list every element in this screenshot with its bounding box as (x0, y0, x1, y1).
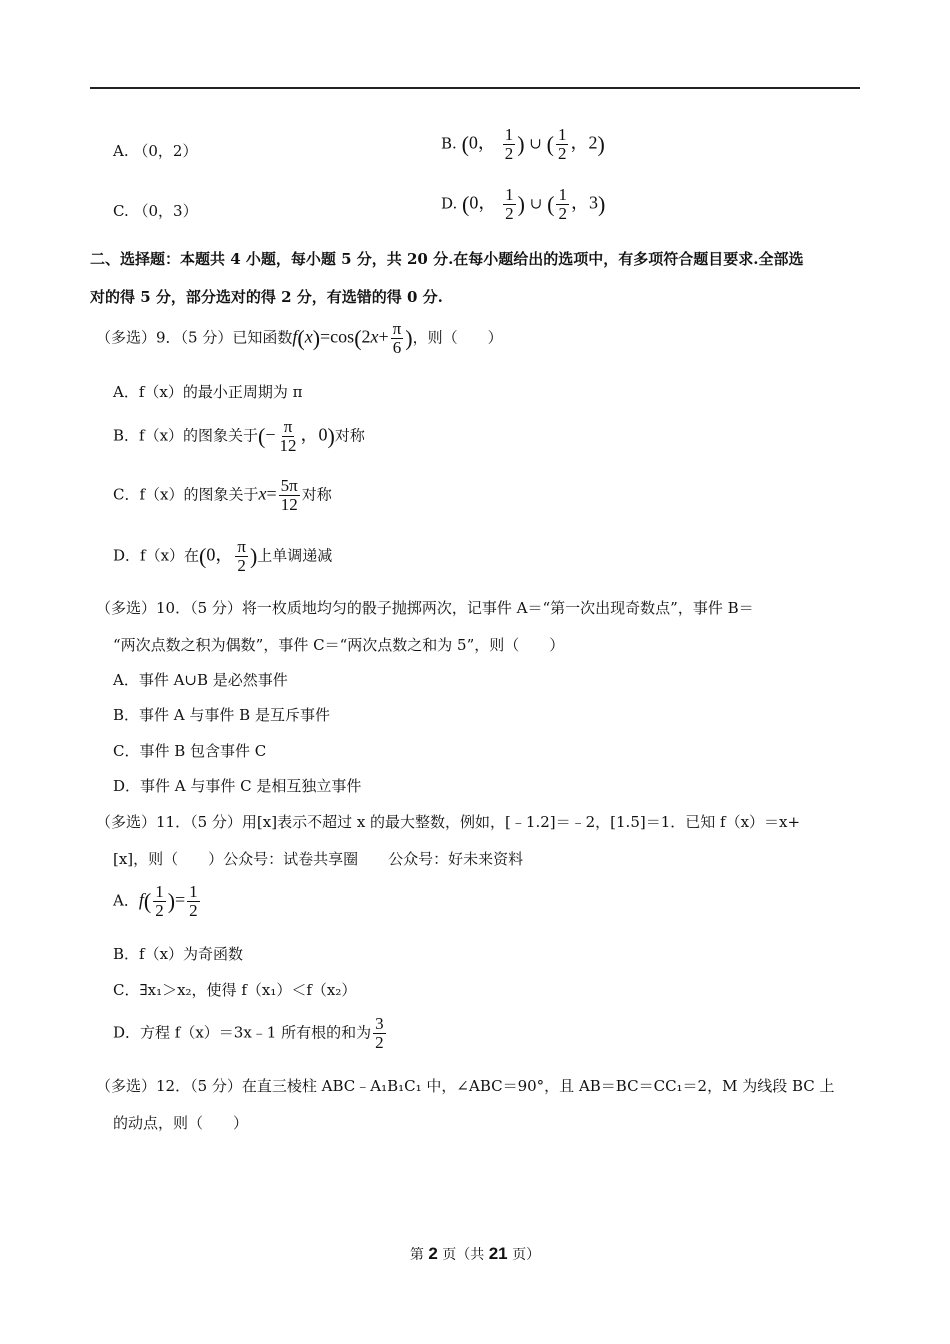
fraction: $\frac{5\pi}{12}$ (280, 476, 298, 514)
fraction: $\frac{1}{2}$ (557, 125, 567, 163)
q10-stem-line2: “两次点数之积为偶数”，事件 C＝“两次点数之和为 5”，则（ ） (113, 636, 565, 654)
q8-option-c: C. （0，3） (113, 202, 198, 220)
fraction: $\frac{1}{2}$ (155, 882, 164, 920)
q10-option-c: C．事件 B 包含事件 C (113, 742, 267, 760)
q8-option-a: A. （0，2） (113, 142, 198, 160)
q12-stem-line1: （多选）12．（5 分）在直三棱柱 ABC﹣A₁B₁C₁ 中，∠ABC＝90°，且 AB＝BC＝CC₁＝2，M 为线段 BC 上 (96, 1077, 835, 1095)
q9-option-a: A．f（x）的最小正周期为 π (113, 383, 303, 401)
fraction: $\frac{\pi}{12}$ (279, 417, 297, 455)
page-total: 21 (488, 1244, 508, 1263)
fraction: $\frac{\pi}{6}$ (392, 319, 402, 357)
page-number: 2 (428, 1244, 438, 1263)
fraction: $\frac{1}{2}$ (558, 185, 567, 223)
q9-stem: （多选）9．（5 分）已知函数f(x)=cos(2x+ $\frac{\pi}{6}$ )，则（ ） (96, 319, 503, 357)
q8-option-d: D. (0， $\frac{1}{2}$ ) ∪ ( $\frac{1}{2}$ ，3) (441, 185, 606, 223)
q11-stem-line2: [x]，则（ ）公众号：试卷共享圈 公众号：好未来资料 (113, 850, 524, 868)
q10-option-d: D．事件 A 与事件 C 是相互独立事件 (113, 777, 362, 795)
q11-stem-line1: （多选）11．（5 分）用[x]表示不超过 x 的最大整数，例如，[﹣1.2]＝﹣2，[1.5]＝1．已知 f（x）＝x+ (96, 813, 801, 831)
header-rule (90, 87, 860, 89)
q9-option-b: B．f（x）的图象关于(− $\frac{\pi}{12}$ ，0)对称 (113, 417, 365, 455)
q11-option-c: C．∃x₁＞x₂，使得 f（x₁）＜f（x₂） (113, 981, 357, 999)
q11-option-a: A．f( $\frac{1}{2}$ )= $\frac{1}{2}$ (113, 882, 198, 920)
fraction: $\frac{3}{2}$ (375, 1014, 384, 1052)
fraction: $\frac{\pi}{2}$ (237, 537, 246, 575)
q11-option-d: D．方程 f（x）＝3x﹣1 所有根的和为 $\frac{3}{2}$ (113, 1014, 384, 1052)
q10-stem-line1: （多选）10．（5 分）将一枚质地均匀的骰子抛掷两次，记事件 A＝“第一次出现奇数点”，事件 B＝ (96, 599, 754, 617)
q11-option-b: B．f（x）为奇函数 (113, 945, 244, 963)
fraction: $\frac{1}{2}$ (505, 185, 514, 223)
fraction: $\frac{1}{2}$ (504, 125, 514, 163)
q9-option-d: D．f（x）在(0， $\frac{\pi}{2}$ )上单调递减 (113, 537, 333, 575)
fraction: $\frac{1}{2}$ (189, 882, 198, 920)
q8-option-b: B. (0， $\frac{1}{2}$ ) ∪ ( $\frac{1}{2}$ ，2) (441, 125, 605, 163)
section-heading-line1: 二、选择题：本题共 4 小题，每小题 5 分，共 20 分.在每小题给出的选项中，有多项符合题目要求.全部选 (90, 250, 804, 268)
q9-option-c: C．f（x）的图象关于x= $\frac{5\pi}{12}$ 对称 (113, 476, 332, 514)
q12-stem-line2: 的动点，则（ ） (113, 1114, 249, 1132)
section-heading-line2: 对的得 5 分，部分选对的得 2 分，有选错的得 0 分. (90, 288, 443, 306)
page-footer: 第 2 页（共 21 页） (409, 1244, 541, 1263)
q10-option-b: B．事件 A 与事件 B 是互斥事件 (113, 706, 330, 724)
q10-option-a: A．事件 A∪B 是必然事件 (113, 671, 288, 689)
